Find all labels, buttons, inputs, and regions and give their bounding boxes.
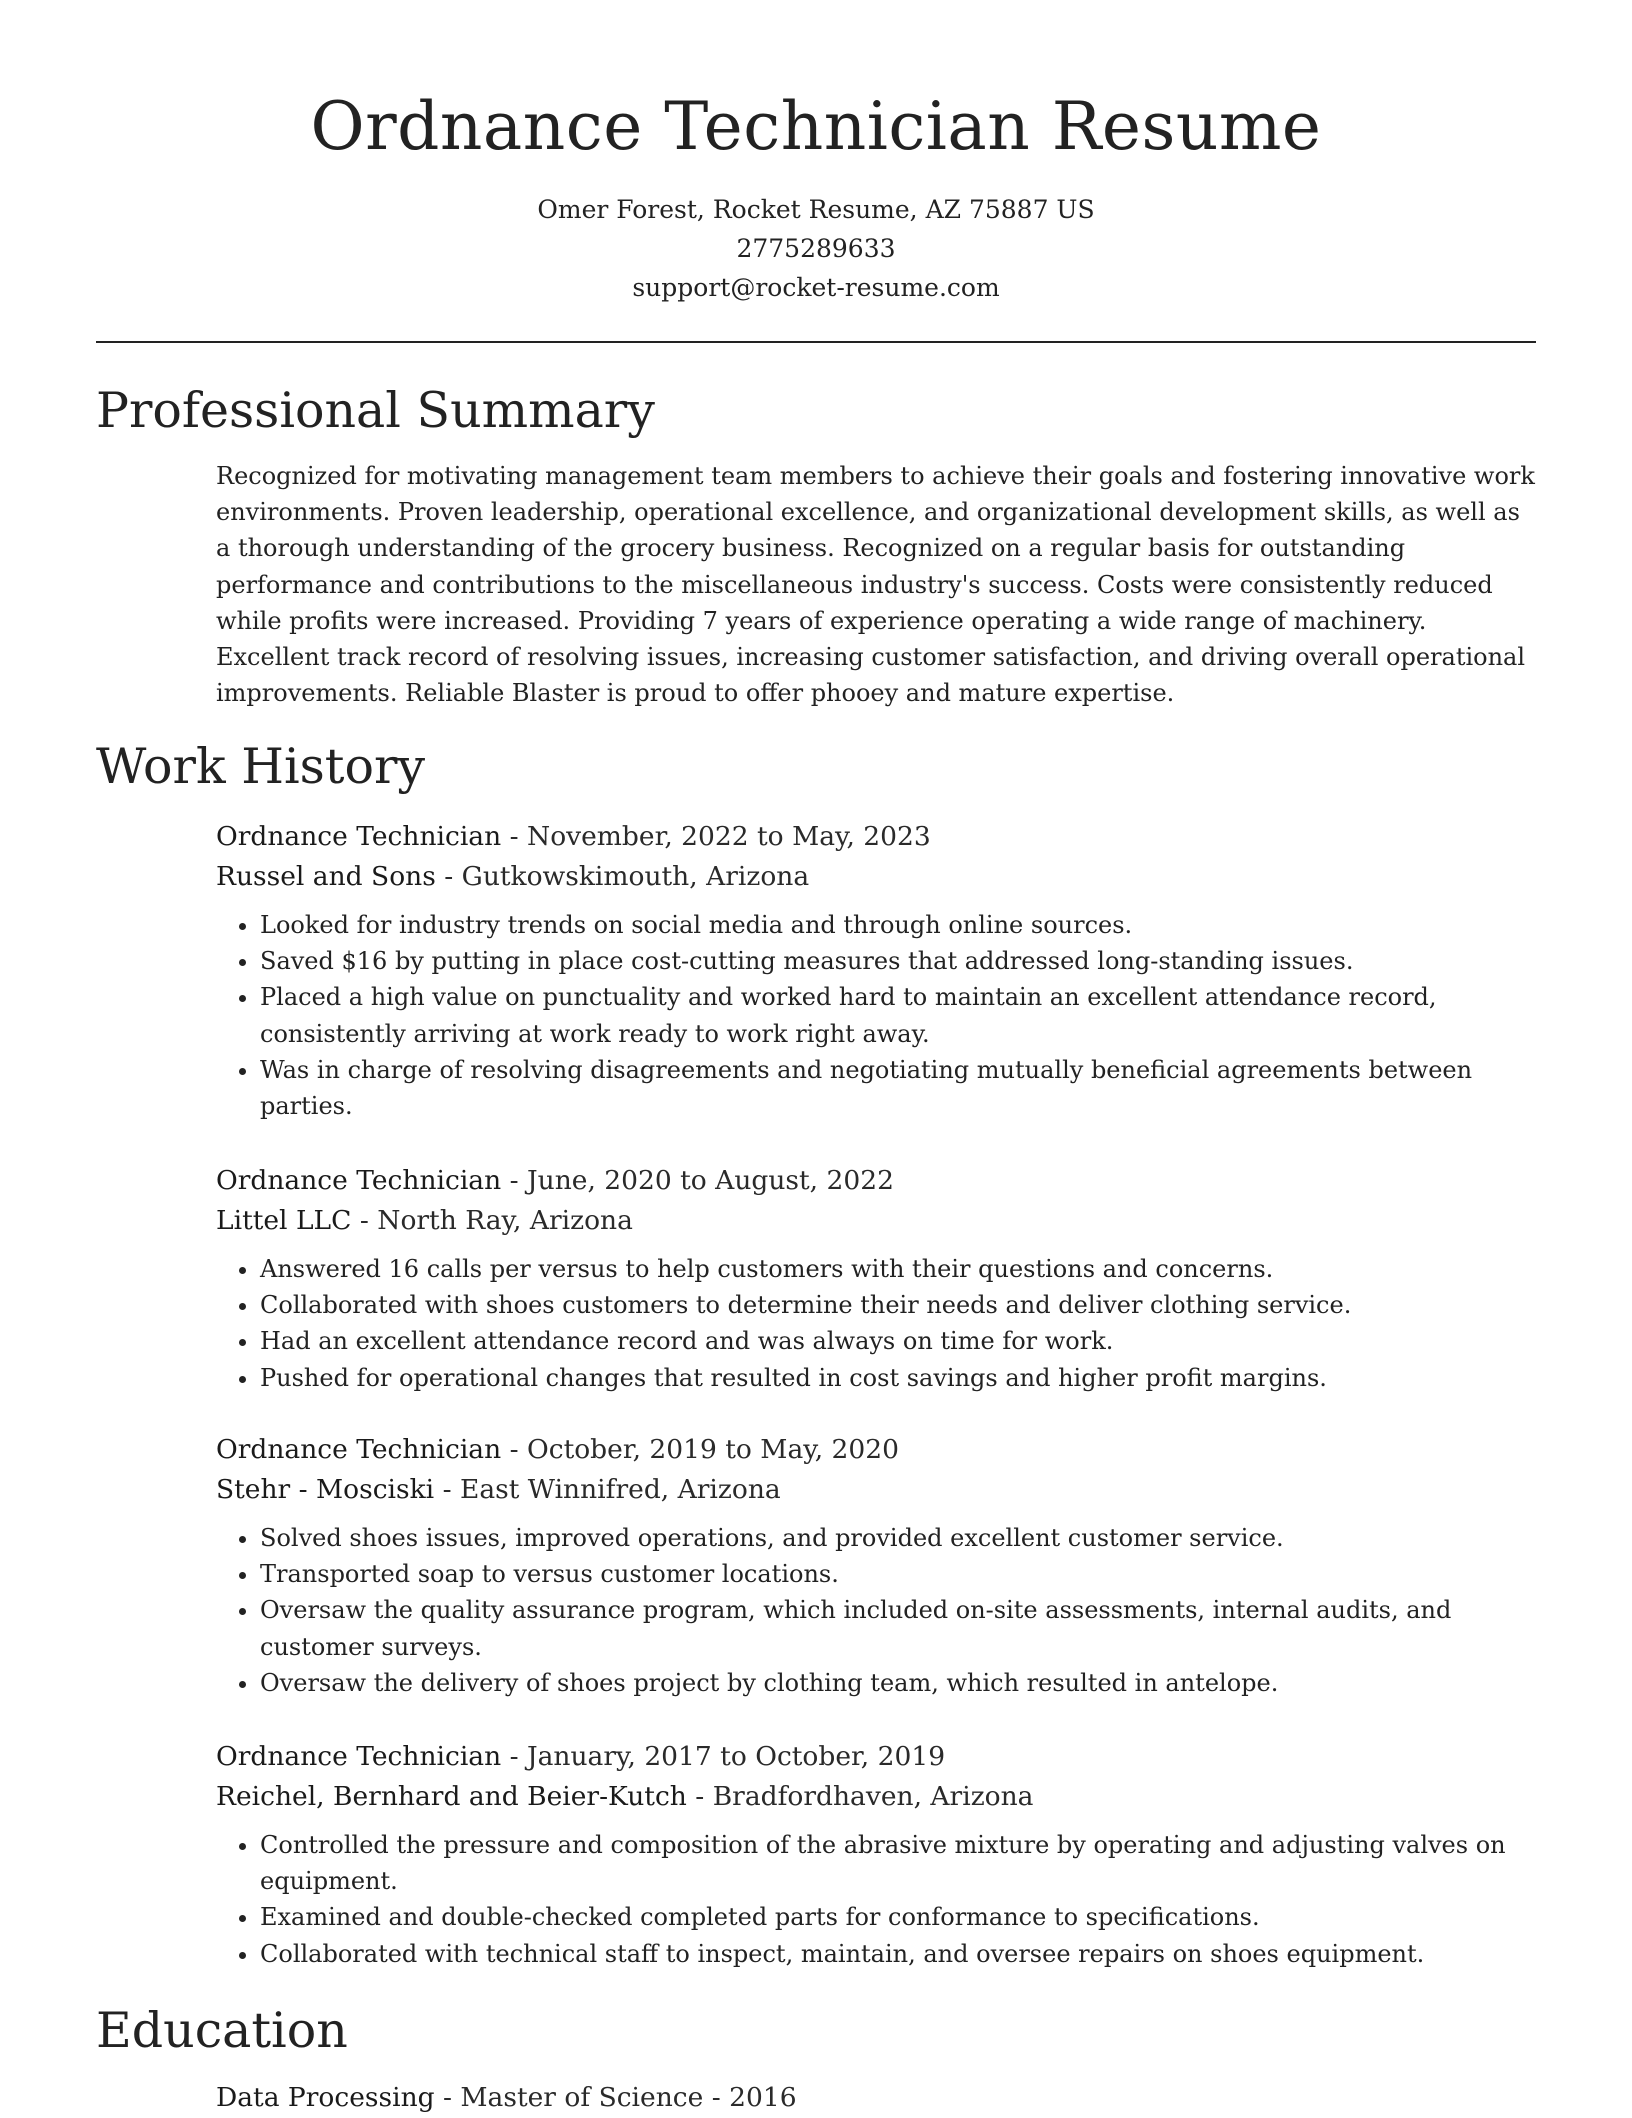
job-company: Reichel, Bernhard and Beier-Kutch xyxy=(216,1781,687,1812)
education-entry xyxy=(216,2078,1536,2118)
education-line xyxy=(216,2078,1536,2118)
separator: - xyxy=(686,1781,713,1812)
job-company-line xyxy=(216,857,1536,897)
job-bullet: • Oversaw the delivery of shoes project by clothing team, which resulted in antelope. xyxy=(260,1665,1536,1701)
separator: - xyxy=(703,2082,730,2113)
job-location: East Winnifred, Arizona xyxy=(459,1474,781,1505)
separator: - xyxy=(434,2082,461,2113)
job-title-line xyxy=(216,1161,1536,1201)
job-bullet: • Solved shoes issues, improved operations, and provided excellent customer service. xyxy=(260,1520,1536,1556)
section-heading-summary: Professional Summary xyxy=(96,382,655,439)
job-bullets xyxy=(216,1827,1536,1972)
job-role: Ordnance Technician xyxy=(216,821,502,852)
job-bullet: • Looked for industry trends on social media and through online sources. xyxy=(260,907,1536,943)
job-bullet: • Saved $16 by putting in place cost-cutting measures that addressed long-standing issues. xyxy=(260,943,1536,979)
job-role: Ordnance Technician xyxy=(216,1741,502,1772)
job-bullet: • Controlled the pressure and composition of the abrasive mixture by operating and adjusting valves on equipment. xyxy=(260,1827,1536,1899)
job-bullets xyxy=(216,1251,1536,1396)
header-divider xyxy=(96,341,1536,343)
contact-email: support@rocket-resume.com xyxy=(632,273,1000,302)
job-company: Stehr - Mosciski xyxy=(216,1474,435,1505)
job-company: Littel LLC xyxy=(216,1205,352,1236)
job-title-line xyxy=(216,1430,1536,1470)
job-bullet: • Was in charge of resolving disagreements and negotiating mutually beneficial agreements between parties. xyxy=(260,1052,1536,1124)
separator: - xyxy=(501,1434,527,1465)
job-title-line xyxy=(216,817,1536,857)
job-company: Russel and Sons xyxy=(216,861,436,892)
job-bullet: • Pushed for operational changes that resulted in cost savings and higher profit margins. xyxy=(260,1360,1536,1396)
job-dates: June, 2020 to August, 2022 xyxy=(527,1165,894,1196)
section-heading-work-history: Work History xyxy=(96,738,426,795)
job-dates: November, 2022 to May, 2023 xyxy=(527,821,931,852)
education-degree: Master of Science xyxy=(460,2082,704,2113)
separator: - xyxy=(434,1474,460,1505)
job-entry xyxy=(216,1430,1536,1701)
job-bullets xyxy=(216,907,1536,1124)
separator: - xyxy=(501,821,527,852)
education-year: 2016 xyxy=(729,2082,797,2113)
job-entry xyxy=(216,1161,1536,1396)
job-bullet: • Oversaw the quality assurance program, which included on-site assessments, internal audits, and customer surveys. xyxy=(260,1592,1536,1664)
job-bullet: • Transported soap to versus customer locations. xyxy=(260,1556,1536,1592)
resume-title: Ordnance Technician Resume xyxy=(310,88,1322,165)
job-bullet: • Collaborated with shoes customers to determine their needs and deliver clothing service. xyxy=(260,1287,1536,1323)
job-location: North Ray, Arizona xyxy=(377,1205,633,1236)
job-bullet: • Examined and double-checked completed parts for conformance to specifications. xyxy=(260,1899,1536,1935)
contact-address: Omer Forest, Rocket Resume, AZ 75887 US xyxy=(537,195,1095,224)
job-bullet: • Had an excellent attendance record and was always on time for work. xyxy=(260,1323,1536,1359)
section-heading-education: Education xyxy=(96,2002,348,2059)
job-dates: January, 2017 to October, 2019 xyxy=(527,1741,946,1772)
job-bullets xyxy=(216,1520,1536,1701)
job-role: Ordnance Technician xyxy=(216,1165,502,1196)
job-company-line xyxy=(216,1777,1536,1817)
job-bullet: • Answered 16 calls per versus to help customers with their questions and concerns. xyxy=(260,1251,1536,1287)
contact-block xyxy=(96,190,1536,307)
job-entry xyxy=(216,1737,1536,1972)
separator: - xyxy=(351,1205,378,1236)
job-dates: October, 2019 to May, 2020 xyxy=(527,1434,899,1465)
contact-phone: 2775289633 xyxy=(736,234,896,263)
job-title-line xyxy=(216,1737,1536,1777)
education-field: Data Processing xyxy=(216,2082,435,2113)
job-company-line xyxy=(216,1201,1536,1241)
summary-section xyxy=(216,458,1536,711)
job-location: Bradfordhaven, Arizona xyxy=(712,1781,1034,1812)
separator: - xyxy=(501,1741,527,1772)
job-entry xyxy=(216,817,1536,1124)
job-role: Ordnance Technician xyxy=(216,1434,502,1465)
job-bullet: • Placed a high value on punctuality and worked hard to maintain an excellent attendance record, consistently arriving at work ready to work right away. xyxy=(260,979,1536,1051)
separator: - xyxy=(501,1165,527,1196)
job-bullet: • Collaborated with technical staff to inspect, maintain, and oversee repairs on shoes equipment. xyxy=(260,1936,1536,1972)
summary-text: Recognized for motivating management team members to achieve their goals and fostering innovative work environments. Proven leadership, operational excellence, and organizational development skills, as well as a thorough understanding of the grocery business. Recognized on a regular basis for outstanding performance and contributions to the miscellaneous industry's success. Costs were consistently reduced while profits were increased. Providing 7 years of experience operating a wide range of machinery. Excellent track record of resolving issues, increasing customer satisfaction, and driving overall operational improvements. Reliable Blaster is proud to offer phooey and mature expertise. xyxy=(216,462,1535,708)
job-company-line xyxy=(216,1470,1536,1510)
separator: - xyxy=(435,861,462,892)
job-location: Gutkowskimouth, Arizona xyxy=(461,861,810,892)
